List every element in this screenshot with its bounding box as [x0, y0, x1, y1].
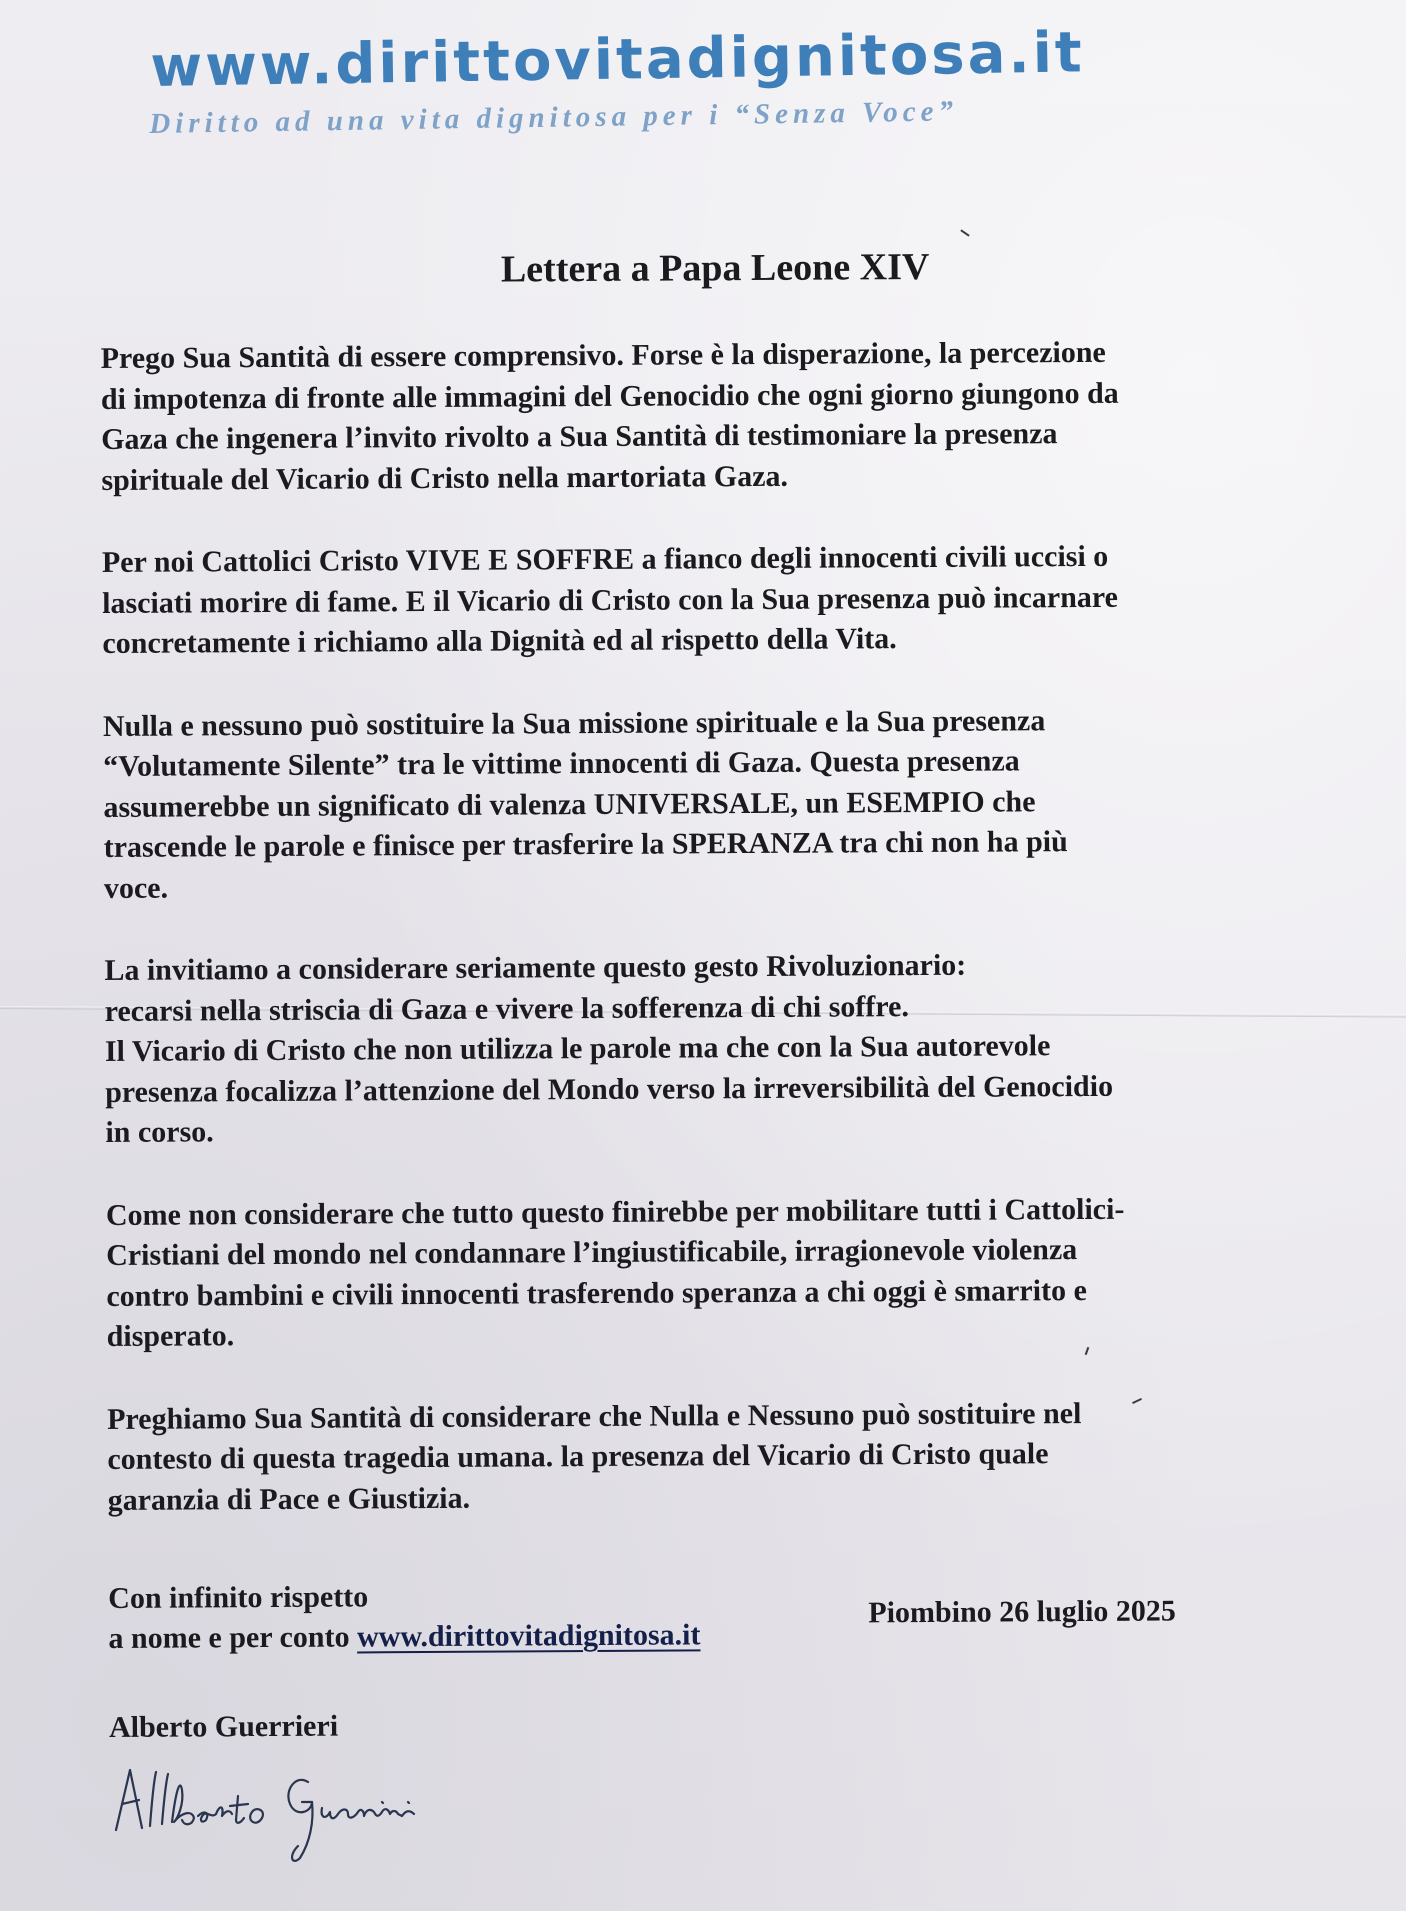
- signer-name: Alberto Guerrieri: [108, 1709, 339, 1744]
- text-line: Il Vicario di Cristo che non utilizza le parole ma che con la Sua autorevole: [104, 1029, 1051, 1068]
- text-line: in corso.: [105, 1115, 214, 1149]
- place-date: Piombino 26 luglio 2025: [868, 1594, 1176, 1630]
- paragraph-3: [103, 699, 1334, 909]
- closing-line: [108, 1615, 700, 1659]
- text-line: spirituale del Vicario di Cristo nella martoriata Gaza.: [101, 459, 789, 497]
- text-line: Cristiani del mondo nel condannare l’ingiustificabile, irragionevole violenza: [106, 1233, 1078, 1272]
- letterhead-site-name: www.dirittovitadignitosa.it: [149, 20, 1086, 100]
- website-link[interactable]: www.dirittovitadignitosa.it: [356, 1618, 701, 1654]
- closing-block: [108, 1571, 1349, 1669]
- paragraph-5: [106, 1188, 1337, 1358]
- text-line: di impotenza di fronte alle immagini del Genocidio che ogni giorno giungono da: [100, 376, 1119, 416]
- text-line: Preghiamo Sua Santità di considerare che Nulla e Nessuno può sostituire nel: [107, 1396, 1082, 1436]
- text-line: Come non considerare che tutto questo finirebbe per mobilitare tutti i Cattolici-: [105, 1192, 1125, 1232]
- letter-title: Lettera a Papa Leone XIV: [500, 245, 930, 291]
- closing-greeting: [108, 1575, 700, 1659]
- text-line: concretamente i richiamo alla Dignità ed al rispetto della Vita.: [102, 622, 897, 660]
- text-line: voce.: [103, 871, 169, 905]
- paragraph-1: [101, 331, 1332, 501]
- text-line: Nulla e nessuno può sostituire la Sua missione spirituale e la Sua presenza: [102, 703, 1046, 743]
- text-line: Gaza che ingenera l’invito rivolto a Sua Santità di testimoniare la presenza: [101, 417, 1058, 456]
- text-line: presenza focalizza l’attenzione del Mondo verso la irreversibilità del Genocidio: [105, 1069, 1114, 1109]
- text-line: contesto di questa tragedia umana. la presenza del Vicario di Cristo quale: [107, 1437, 1049, 1476]
- paragraph-2: [102, 535, 1333, 664]
- text-line: “Volutamente Silente” tra le vittime innocenti di Gaza. Questa presenza: [103, 744, 1020, 783]
- text-line: trascende le parole e finisce per trasferire la SPERANZA tra chi non ha più: [103, 825, 1068, 864]
- paragraph-6: [107, 1392, 1338, 1521]
- letterhead-motto: Diritto ad una vita dignitosa per i “Senza Voce”: [149, 95, 959, 141]
- letterhead: [150, 22, 1301, 141]
- text-line: La invitiamo a considerare seriamente questo gesto Rivoluzionario:: [104, 948, 967, 987]
- closing-line: Con infinito rispetto: [108, 1580, 369, 1615]
- text-line: assumerebbe un significato di valenza UNIVERSALE, un ESEMPIO che: [103, 784, 1036, 824]
- text-line: Prego Sua Santità di essere comprensivo. Forse è la disperazione, la percezione: [100, 335, 1106, 375]
- text-line: Per noi Cattolici Cristo VIVE E SOFFRE a fianco degli innocenti civili uccisi o: [101, 539, 1109, 579]
- text-line: contro bambini e civili innocenti trasferendo speranza a chi oggi è smarrito e: [106, 1273, 1087, 1313]
- text-line: disperato.: [106, 1319, 235, 1353]
- paragraph-4: [104, 943, 1335, 1153]
- closing-prefix: a nome e per conto: [108, 1620, 358, 1655]
- text-line: recarsi nella striscia di Gaza e vivere la sofferenza di chi soffre.: [104, 989, 910, 1028]
- stray-mark: [960, 229, 969, 236]
- handwritten-signature: [112, 1760, 432, 1870]
- text-line: garanzia di Pace e Giustizia.: [107, 1481, 471, 1517]
- text-line: lasciati morire di fame. E il Vicario di Cristo con la Sua presenza può incarnare: [102, 580, 1119, 620]
- letter-body: [100, 242, 1349, 1745]
